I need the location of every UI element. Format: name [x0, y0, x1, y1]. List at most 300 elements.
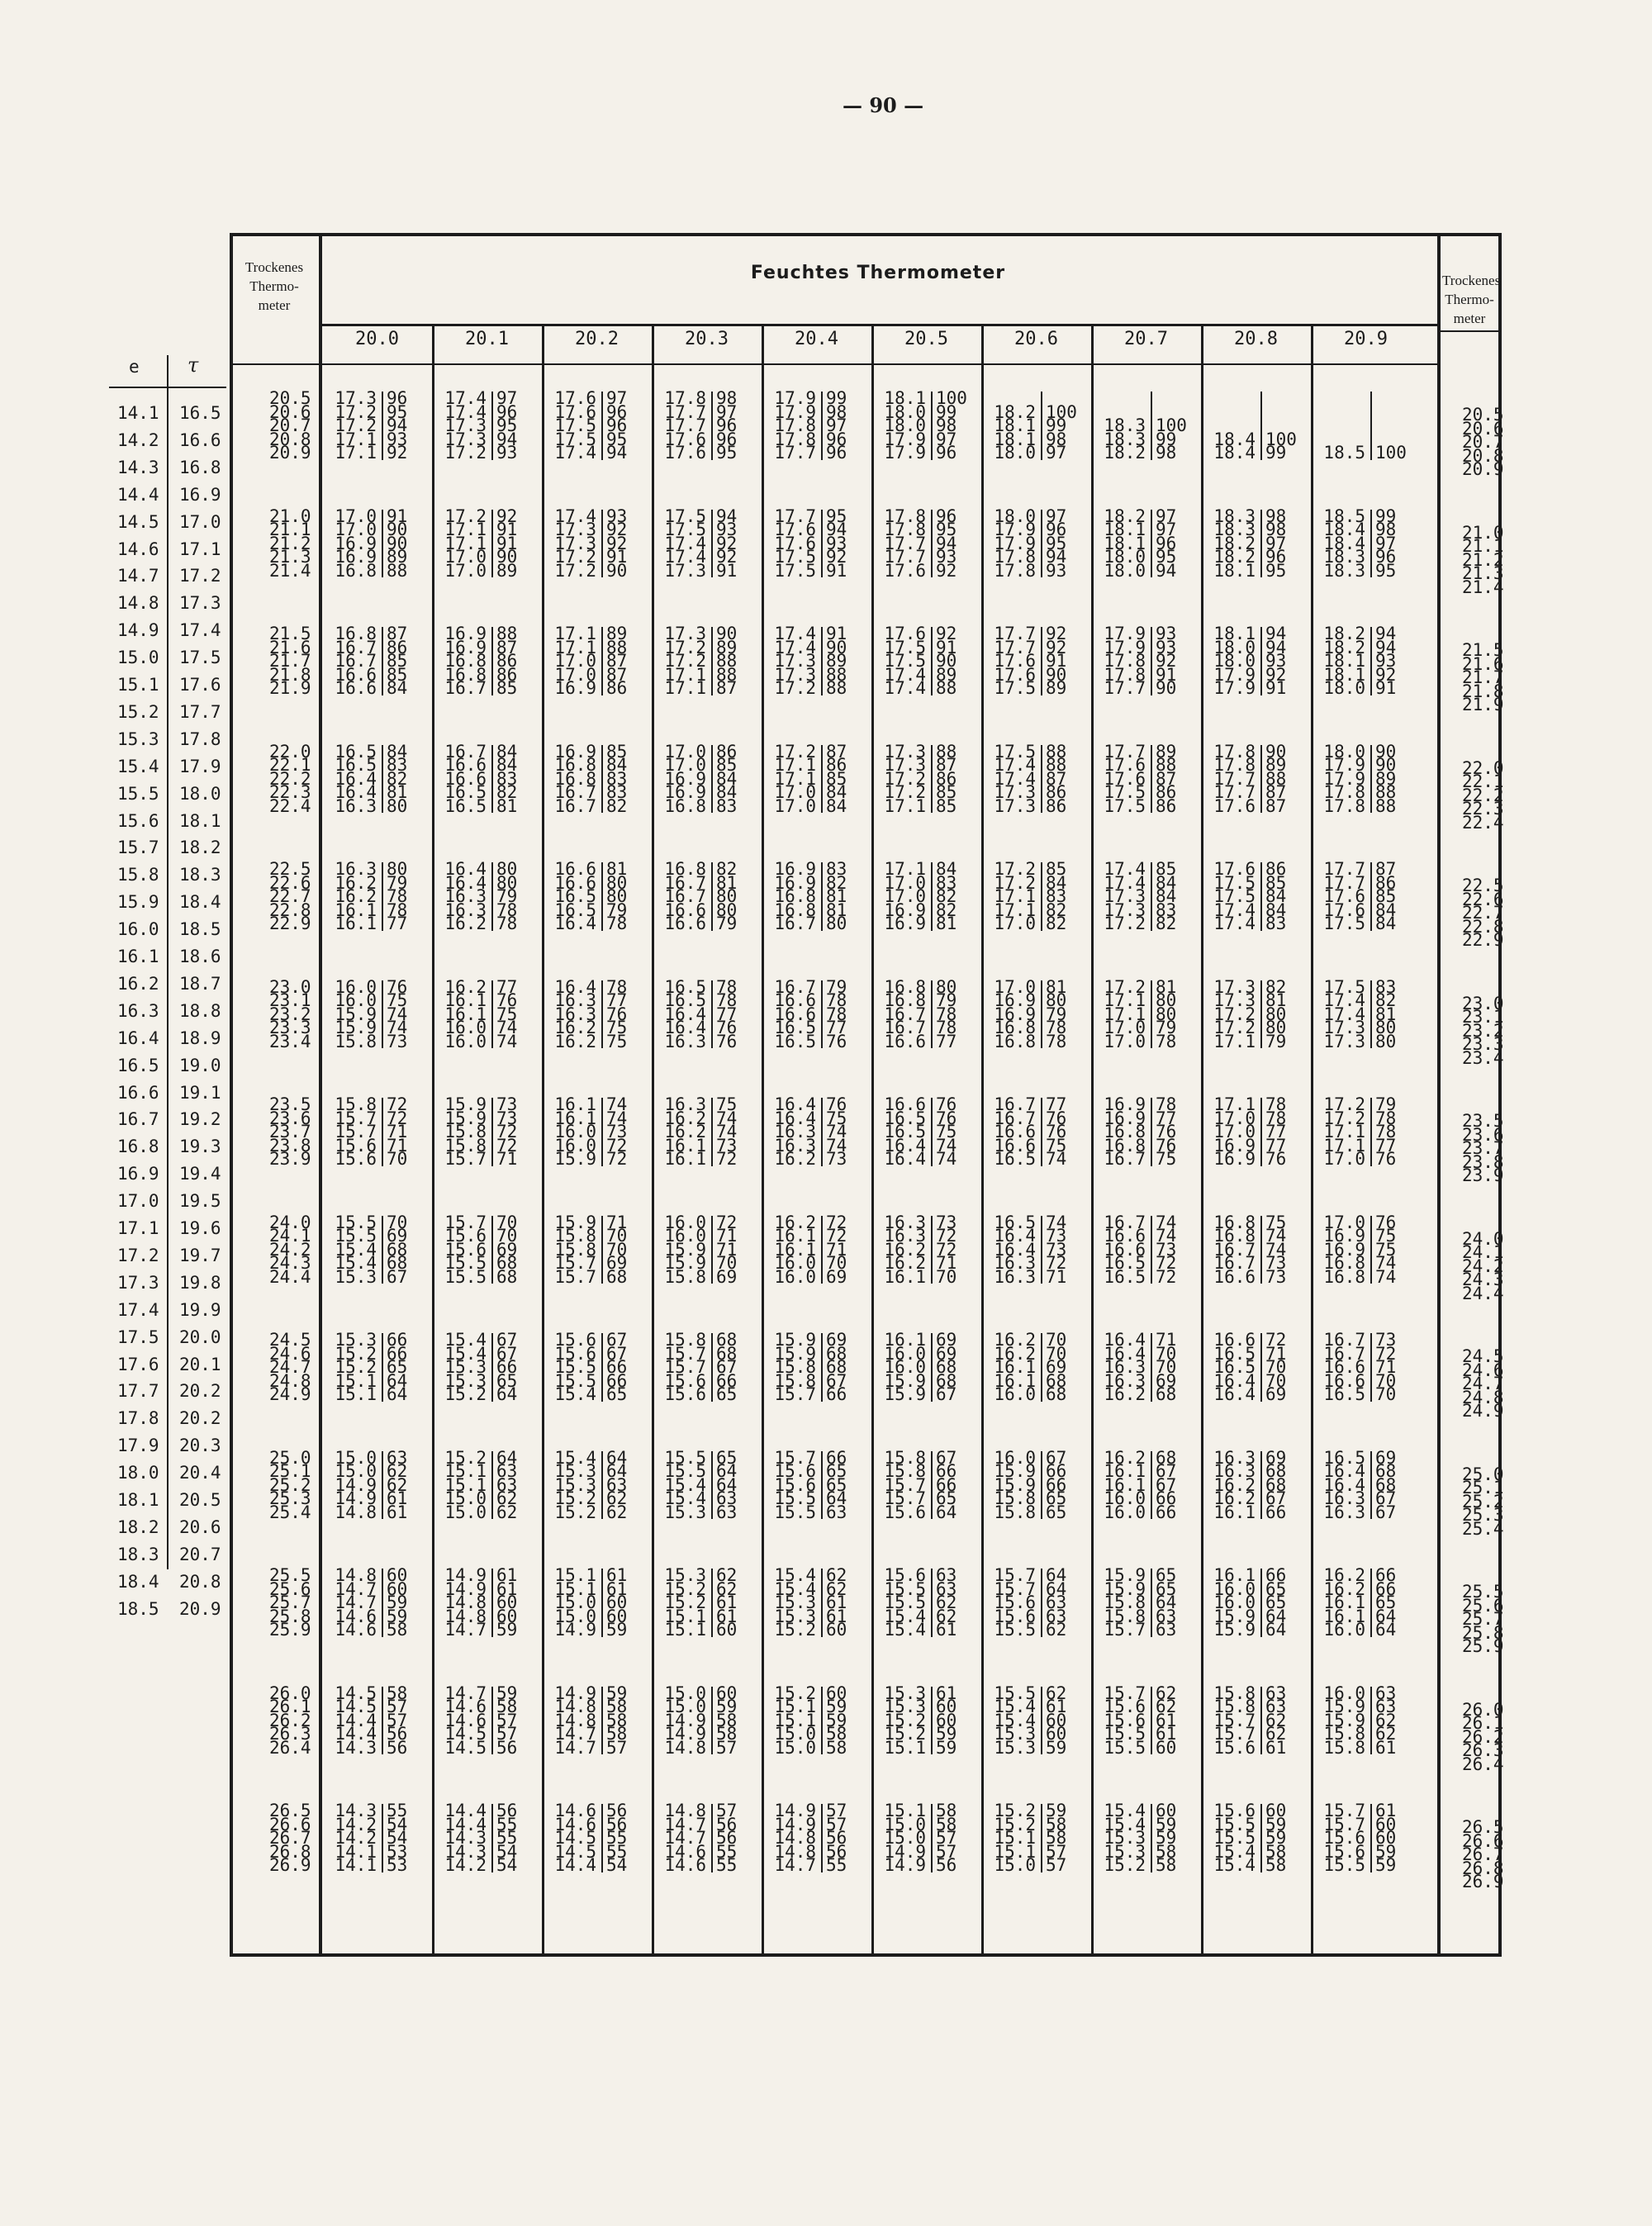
wet-col-divider — [652, 324, 654, 1957]
dew-point-values: 16.4 16.3 16.3 16.2 16.2 — [545, 980, 603, 1049]
dew-point-values: 18.2 18.2 18.1 18.1 18.0 — [1314, 627, 1372, 695]
wet-col-divider — [432, 324, 434, 1957]
relative-humidity-values: 92 91 91 90 89 — [496, 505, 518, 581]
relative-humidity-values: 63 63 62 62 61 — [1375, 1683, 1397, 1758]
relative-humidity-values: 84 84 83 82 81 — [496, 741, 518, 816]
wet-column-header: 20.7 — [1124, 329, 1168, 349]
dew-point-values: 17.7 17.6 17.6 17.5 17.5 — [765, 510, 823, 578]
dew-point-values: 16.6 16.6 16.5 16.5 16.4 — [545, 862, 603, 931]
dew-point-values: 15.9 15.9 15.8 15.8 15.7 — [1094, 1569, 1152, 1637]
dew-point-values: 15.5 15.5 15.4 15.4 15.3 — [325, 1216, 383, 1284]
dew-point-values: 14.9 14.9 14.8 14.8 14.7 — [765, 1804, 823, 1872]
relative-humidity-values: 72 72 71 71 70 — [387, 1094, 408, 1169]
dew-point-values: 16.3 16.2 16.2 16.1 16.1 — [325, 862, 383, 931]
side-tau-value: 18.3 — [179, 865, 221, 885]
wet-column-header: 20.3 — [685, 329, 729, 349]
dry-temp-left: 21.0 21.1 21.2 21.3 21.4 — [269, 505, 311, 581]
relative-humidity-values: 58 57 57 56 56 — [387, 1683, 408, 1758]
dew-point-values: 18.4 18.4 — [1204, 392, 1262, 460]
relative-humidity-values: 78 78 77 76 76 — [716, 976, 738, 1051]
side-tau-value: 18.2 — [179, 838, 221, 858]
side-e-value: 16.8 — [117, 1137, 159, 1157]
relative-humidity-values: 76 76 75 74 74 — [936, 1094, 957, 1169]
side-e-value: 15.3 — [117, 729, 159, 749]
wet-column-header: 20.4 — [795, 329, 838, 349]
dew-point-values: 15.5 15.5 15.4 15.4 15.3 — [655, 1451, 713, 1520]
side-tau-value: 18.4 — [179, 892, 221, 913]
side-tau-value: 20.0 — [179, 1327, 221, 1347]
relative-humidity-values: 77 76 75 74 74 — [496, 976, 518, 1051]
side-tau-value: 17.4 — [179, 620, 221, 641]
dew-point-values: 17.1 17.1 17.0 17.0 16.9 — [545, 627, 603, 695]
wet-column-header: 20.0 — [355, 329, 399, 349]
relative-humidity-values: 85 84 84 83 82 — [1156, 859, 1177, 933]
dew-point-values: 17.4 17.4 17.3 17.3 17.2 — [435, 392, 493, 460]
dew-point-values: 15.8 15.7 15.7 15.6 15.6 — [655, 1333, 713, 1402]
relative-humidity-values: 75 74 74 73 73 — [1265, 1212, 1287, 1287]
relative-humidity-values: 93 93 92 91 90 — [1156, 624, 1177, 698]
side-tau-value: 18.1 — [179, 810, 221, 831]
dew-point-values: 17.0 17.0 16.9 16.9 16.8 — [655, 745, 713, 814]
relative-humidity-values: 94 93 92 92 91 — [716, 505, 738, 581]
dew-point-values: 18.2 18.1 18.1 18.0 18.0 — [1094, 510, 1152, 578]
dew-point-values: 16.0 16.0 15.9 15.9 15.8 — [655, 1216, 713, 1284]
relative-humidity-values: 76 75 74 74 73 — [826, 1094, 847, 1169]
dew-point-values: 15.9 15.9 15.8 15.8 15.7 — [765, 1333, 823, 1402]
dew-point-values: 18.0 17.9 17.9 17.8 17.8 — [985, 510, 1042, 578]
wet-col-divider — [542, 324, 544, 1957]
relative-humidity-values: 96 95 94 93 92 — [936, 505, 957, 581]
side-col-e-header: e — [129, 357, 140, 377]
relative-humidity-values: 65 64 64 63 63 — [716, 1447, 738, 1522]
relative-humidity-values: 93 92 92 91 90 — [606, 505, 628, 581]
dew-point-values: 15.7 15.7 15.6 15.6 15.5 — [985, 1569, 1042, 1637]
relative-humidity-values: 86 85 84 84 83 — [1265, 859, 1287, 933]
side-e-value: 17.3 — [117, 1272, 159, 1293]
dew-point-values: 15.7 15.7 15.6 15.6 15.5 — [1314, 1804, 1372, 1872]
side-tau-value: 18.9 — [179, 1028, 221, 1048]
side-e-value: 17.4 — [117, 1299, 159, 1320]
dew-point-values: 16.9 16.9 16.8 16.8 16.7 — [435, 627, 493, 695]
relative-humidity-values: 97 96 96 95 94 — [606, 388, 628, 463]
relative-humidity-values: 62 62 61 61 60 — [1156, 1683, 1177, 1758]
dew-point-values: 17.2 17.1 17.1 17.0 17.0 — [435, 510, 493, 578]
side-e-value: 17.1 — [117, 1218, 159, 1238]
relative-humidity-values: 74 74 73 72 72 — [1156, 1212, 1177, 1287]
side-tau-value: 18.5 — [179, 919, 221, 940]
dew-point-values: 17.0 16.9 16.9 16.8 16.8 — [1314, 1216, 1372, 1284]
right-col-divider — [1437, 233, 1441, 1957]
relative-humidity-values: 74 74 73 72 72 — [606, 1094, 628, 1169]
dew-point-values: 16.8 16.7 16.7 16.6 16.6 — [655, 862, 713, 931]
side-e-value: 15.4 — [117, 756, 159, 776]
right-header-rule — [1437, 330, 1502, 332]
dew-point-values: 15.6 15.5 15.5 15.4 15.4 — [875, 1569, 933, 1637]
dry-temp-right: 25.5 25.6 25.7 25.8 25.9 — [1462, 1582, 1504, 1656]
dew-point-values: 16.2 16.1 16.1 16.0 16.0 — [435, 980, 493, 1049]
relative-humidity-values: 86 85 84 84 83 — [716, 741, 738, 816]
relative-humidity-values: 82 81 80 80 79 — [1265, 976, 1287, 1051]
side-tau-value: 19.0 — [179, 1055, 221, 1075]
relative-humidity-values: 100 99 98 97 — [1046, 401, 1077, 463]
relative-humidity-values: 70 69 68 68 67 — [387, 1212, 408, 1287]
dew-point-values: 17.8 17.8 17.7 17.7 17.6 — [1204, 745, 1262, 814]
relative-humidity-values: 67 66 66 65 64 — [936, 1447, 957, 1522]
relative-humidity-values: 60 59 59 58 58 — [1156, 1801, 1177, 1875]
relative-humidity-values: 61 61 60 60 59 — [496, 1565, 518, 1640]
side-tau-value: 17.5 — [179, 648, 221, 668]
relative-humidity-values: 100 99 98 — [1156, 415, 1187, 463]
relative-humidity-values: 66 65 65 64 63 — [826, 1447, 847, 1522]
dry-thermometer-label-right: Trockenes Thermo- meter — [1442, 273, 1501, 326]
dew-point-values: 17.1 17.0 17.0 16.9 16.9 — [1204, 1098, 1262, 1166]
relative-humidity-values: 87 86 85 84 84 — [1375, 859, 1397, 933]
dew-point-values: 14.8 14.7 14.7 14.6 14.6 — [655, 1804, 713, 1872]
relative-humidity-values: 63 62 62 61 61 — [387, 1447, 408, 1522]
dry-temp-left: 20.5 20.6 20.7 20.8 20.9 — [269, 388, 311, 463]
wet-column-header: 20.9 — [1344, 329, 1388, 349]
dew-point-values: 16.5 16.4 16.4 16.3 16.3 — [1314, 1451, 1372, 1520]
side-e-value: 15.6 — [117, 810, 159, 831]
relative-humidity-values: 90 89 88 88 87 — [716, 624, 738, 698]
dew-point-values: 17.6 17.5 17.5 17.4 17.4 — [875, 627, 933, 695]
side-tau-value: 20.3 — [179, 1436, 221, 1456]
relative-humidity-values: 64 64 63 63 62 — [1046, 1565, 1067, 1640]
relative-humidity-values: 60 59 59 58 58 — [1265, 1801, 1287, 1875]
side-e-value: 14.7 — [117, 566, 159, 586]
side-tau-value: 18.0 — [179, 783, 221, 804]
side-e-value: 17.2 — [117, 1245, 159, 1265]
side-tau-value: 17.8 — [179, 729, 221, 749]
side-tau-value: 19.4 — [179, 1164, 221, 1184]
relative-humidity-values: 76 75 75 74 74 — [1375, 1212, 1397, 1287]
dry-temp-right: 21.0 21.1 21.2 21.3 21.4 — [1462, 522, 1504, 597]
side-e-value: 18.5 — [117, 1598, 159, 1619]
side-tau-value: 18.8 — [179, 1000, 221, 1021]
side-e-value: 18.4 — [117, 1571, 159, 1592]
side-tau-value: 19.3 — [179, 1137, 221, 1157]
dew-point-values: 17.1 17.0 17.0 16.9 16.9 — [875, 862, 933, 931]
side-tau-value: 18.7 — [179, 973, 221, 994]
relative-humidity-values: 88 87 86 86 85 — [496, 624, 518, 698]
side-e-value: 15.8 — [117, 865, 159, 885]
relative-humidity-values: 72 71 70 70 69 — [1265, 1330, 1287, 1404]
relative-humidity-values: 56 55 55 54 54 — [496, 1801, 518, 1875]
relative-humidity-values: 62 62 61 61 60 — [826, 1565, 847, 1640]
relative-humidity-values: 77 76 76 75 74 — [1046, 1094, 1067, 1169]
side-tau-value: 19.2 — [179, 1109, 221, 1130]
dew-point-values: 15.0 15.0 14.9 14.9 14.8 — [655, 1687, 713, 1755]
side-tau-value: 20.6 — [179, 1516, 221, 1537]
dew-point-values: 15.5 15.4 15.4 15.3 15.3 — [985, 1687, 1042, 1755]
relative-humidity-values: 66 65 65 64 64 — [1265, 1565, 1287, 1640]
side-e-value: 14.6 — [117, 539, 159, 559]
dry-temp-left: 26.0 26.1 26.2 26.3 26.4 — [269, 1683, 311, 1758]
relative-humidity-values: 60 60 59 59 58 — [387, 1565, 408, 1640]
side-e-value: 16.4 — [117, 1028, 159, 1048]
relative-humidity-values: 78 78 77 77 76 — [1265, 1094, 1287, 1169]
relative-humidity-values: 87 86 85 85 84 — [387, 624, 408, 698]
wet-column-header: 20.6 — [1014, 329, 1058, 349]
relative-humidity-values: 81 80 80 79 78 — [1156, 976, 1177, 1051]
side-e-value: 14.1 — [117, 403, 159, 423]
side-e-value: 16.9 — [117, 1164, 159, 1184]
relative-humidity-values: 98 98 97 96 95 — [1265, 505, 1287, 581]
side-tau-value: 20.2 — [179, 1381, 221, 1402]
relative-humidity-values: 80 79 78 78 77 — [936, 976, 957, 1051]
relative-humidity-values: 79 78 78 77 76 — [826, 976, 847, 1051]
dew-point-values: 18.0 17.9 17.9 17.8 17.8 — [1314, 745, 1372, 814]
side-tau-value: 20.8 — [179, 1571, 221, 1592]
side-e-value: 14.4 — [117, 484, 159, 505]
side-tau-value: 19.7 — [179, 1245, 221, 1265]
relative-humidity-values: 68 68 67 66 65 — [716, 1330, 738, 1404]
relative-humidity-values: 65 65 64 63 63 — [1156, 1565, 1177, 1640]
dew-point-values: 15.8 15.8 15.7 15.7 15.6 — [875, 1451, 933, 1520]
relative-humidity-values: 69 69 68 68 67 — [936, 1330, 957, 1404]
side-tau-value: 20.4 — [179, 1463, 221, 1483]
relative-humidity-values: 64 63 63 62 62 — [496, 1447, 518, 1522]
wet-column-header: 20.8 — [1234, 329, 1278, 349]
side-tau-value: 16.6 — [179, 430, 221, 450]
side-e-value: 15.0 — [117, 648, 159, 668]
dew-point-values: 15.7 15.6 15.6 15.5 15.5 — [435, 1216, 493, 1284]
dew-point-values: 16.4 16.4 16.3 16.3 16.2 — [1094, 1333, 1152, 1402]
dew-point-values: 16.3 16.3 16.2 16.2 16.1 — [1204, 1451, 1262, 1520]
dew-point-values: 17.8 17.8 17.7 17.7 17.6 — [875, 510, 933, 578]
relative-humidity-values: 97 96 95 94 93 — [1046, 505, 1067, 581]
dew-point-values: 17.2 17.2 17.1 17.1 17.0 — [1314, 1098, 1372, 1166]
side-tau-value: 20.5 — [179, 1490, 221, 1510]
dew-point-values: 15.4 15.4 15.3 15.3 15.2 — [1094, 1804, 1152, 1872]
relative-humidity-values: 73 72 71 70 70 — [1375, 1330, 1397, 1404]
dew-point-values: 16.4 16.4 16.3 16.3 16.2 — [435, 862, 493, 931]
dew-point-values: 18.5 18.4 18.4 18.3 18.3 — [1314, 510, 1372, 578]
relative-humidity-values: 100 99 — [1265, 429, 1297, 463]
side-tau-value: 17.2 — [179, 566, 221, 586]
side-tau-value: 19.9 — [179, 1299, 221, 1320]
relative-humidity-values: 75 74 74 73 72 — [716, 1094, 738, 1169]
side-e-value: 16.7 — [117, 1109, 159, 1130]
dew-point-values: 17.7 17.7 17.6 17.6 17.5 — [985, 627, 1042, 695]
relative-humidity-values: 55 54 54 53 53 — [387, 1801, 408, 1875]
dew-point-values: 16.7 16.6 16.6 16.5 16.5 — [765, 980, 823, 1049]
relative-humidity-values: 90 89 88 87 87 — [1265, 741, 1287, 816]
relative-humidity-values: 78 77 76 75 75 — [606, 976, 628, 1051]
dew-point-values: 17.0 16.9 16.9 16.8 16.8 — [985, 980, 1042, 1049]
side-tau-value: 17.0 — [179, 511, 221, 532]
relative-humidity-values: 70 70 69 68 68 — [1046, 1330, 1067, 1404]
side-e-value: 17.7 — [117, 1381, 159, 1402]
dew-point-values: 16.0 15.9 15.9 15.8 15.8 — [985, 1451, 1042, 1520]
side-tau-value: 19.5 — [179, 1191, 221, 1212]
relative-humidity-values: 72 71 71 70 69 — [716, 1212, 738, 1287]
dry-temp-right: 21.5 21.6 21.7 21.8 21.9 — [1462, 640, 1504, 714]
relative-humidity-values: 100 — [1375, 443, 1407, 463]
relative-humidity-values: 83 82 81 81 80 — [826, 859, 847, 933]
dew-point-values: 15.8 15.8 15.7 15.7 15.6 — [1204, 1687, 1262, 1755]
relative-humidity-values: 84 83 82 82 81 — [936, 859, 957, 933]
dew-point-values: 15.6 15.6 15.5 15.5 15.4 — [545, 1333, 603, 1402]
wet-col-divider — [1201, 324, 1203, 1957]
dew-point-values: 16.3 16.3 16.2 16.2 16.1 — [875, 1216, 933, 1284]
side-tau-value: 16.9 — [179, 484, 221, 505]
dew-point-values: 16.5 16.5 16.4 16.4 16.3 — [325, 745, 383, 814]
dew-point-values: 17.7 17.6 17.6 17.5 17.5 — [1094, 745, 1152, 814]
page-number: — 90 — — [843, 93, 924, 117]
dew-point-values: 17.2 17.1 17.1 17.0 17.0 — [1094, 980, 1152, 1049]
relative-humidity-values: 89 88 87 86 86 — [1156, 741, 1177, 816]
dew-point-values: 17.2 17.1 17.1 17.0 17.0 — [765, 745, 823, 814]
dew-point-values: 14.7 14.6 14.6 14.5 14.5 — [435, 1687, 493, 1755]
relative-humidity-values: 84 83 82 81 80 — [387, 741, 408, 816]
side-e-value: 16.5 — [117, 1055, 159, 1075]
dew-point-values: 16.9 16.8 16.8 16.7 16.7 — [545, 745, 603, 814]
relative-humidity-values: 61 61 60 60 59 — [606, 1565, 628, 1640]
relative-humidity-values: 71 70 70 69 68 — [606, 1212, 628, 1287]
dew-point-values: 14.6 14.6 14.5 14.5 14.4 — [545, 1804, 603, 1872]
relative-humidity-values: 56 56 55 55 54 — [606, 1801, 628, 1875]
side-e-value: 15.7 — [117, 838, 159, 858]
dew-point-values: 17.5 17.4 17.4 17.3 17.3 — [1314, 980, 1372, 1049]
side-tau-value: 16.8 — [179, 457, 221, 477]
dew-point-values: 16.6 16.5 16.5 16.4 16.4 — [875, 1098, 933, 1166]
dry-temp-right: 20.5 20.6 20.7 20.8 20.9 — [1462, 405, 1504, 479]
relative-humidity-values: 97 96 95 94 93 — [496, 388, 518, 463]
side-tau-value: 19.6 — [179, 1218, 221, 1238]
relative-humidity-values: 67 67 66 66 65 — [606, 1330, 628, 1404]
wet-thermometer-title: Feuchtes Thermometer — [750, 263, 1006, 283]
side-tau-value: 17.3 — [179, 593, 221, 614]
dew-point-values: 15.1 15.0 15.0 14.9 14.9 — [875, 1804, 933, 1872]
side-col-tau-header: τ — [188, 354, 199, 377]
dew-point-values: 14.9 14.9 14.8 14.8 14.7 — [435, 1569, 493, 1637]
dew-point-values: 16.1 16.0 16.0 15.9 15.9 — [1204, 1569, 1262, 1637]
relative-humidity-values: 68 67 67 66 66 — [1156, 1447, 1177, 1522]
relative-humidity-values: 73 72 72 71 70 — [936, 1212, 957, 1287]
relative-humidity-values: 99 98 97 96 96 — [826, 388, 847, 463]
side-e-value: 18.1 — [117, 1490, 159, 1510]
dew-point-values: 16.9 16.9 16.8 16.8 16.7 — [1094, 1098, 1152, 1166]
side-e-value: 16.3 — [117, 1000, 159, 1021]
dew-point-values: 17.6 17.6 17.5 17.5 17.4 — [545, 392, 603, 460]
dew-point-values: 15.2 15.2 15.1 15.1 15.0 — [985, 1804, 1042, 1872]
relative-humidity-values: 96 95 94 93 92 — [387, 388, 408, 463]
wet-column-header: 20.5 — [904, 329, 948, 349]
dry-temp-left: 22.0 22.1 22.2 22.3 22.4 — [269, 741, 311, 816]
dew-point-values: 16.6 16.5 16.5 16.4 16.4 — [1204, 1333, 1262, 1402]
relative-humidity-values: 92 91 90 89 88 — [936, 624, 957, 698]
dew-point-values: 17.6 17.5 17.5 17.4 17.4 — [1204, 862, 1262, 931]
dry-temp-left: 26.5 26.6 26.7 26.8 26.9 — [269, 1801, 311, 1875]
dew-point-values: 16.2 16.1 16.1 16.0 16.0 — [1094, 1451, 1152, 1520]
dew-point-values: 15.2 15.1 15.1 15.0 15.0 — [765, 1687, 823, 1755]
relative-humidity-values: 91 90 90 89 88 — [387, 505, 408, 581]
dew-point-values: 15.7 15.6 15.6 15.5 15.5 — [765, 1451, 823, 1520]
side-e-value: 14.3 — [117, 457, 159, 477]
dew-point-values: 15.4 15.3 15.3 15.2 15.2 — [545, 1451, 603, 1520]
wet-column-header: 20.2 — [575, 329, 619, 349]
dew-point-values: 15.6 15.5 15.5 15.4 15.4 — [1204, 1804, 1262, 1872]
dew-point-values: 16.7 16.6 16.6 16.5 16.5 — [435, 745, 493, 814]
dew-point-values: 18.2 18.1 18.1 18.0 — [985, 392, 1042, 460]
dew-point-values: 17.4 17.4 17.3 17.3 17.2 — [1094, 862, 1152, 931]
relative-humidity-values: 73 73 72 72 71 — [496, 1094, 518, 1169]
relative-humidity-values: 58 58 57 57 56 — [936, 1801, 957, 1875]
dew-point-values: 17.3 17.2 17.2 17.1 17.1 — [655, 627, 713, 695]
dew-point-values: 16.8 16.8 16.7 16.7 16.6 — [1204, 1216, 1262, 1284]
dew-point-values: 16.8 16.8 16.7 16.7 16.6 — [875, 980, 933, 1049]
dew-point-values: 17.3 17.3 17.2 17.2 17.1 — [875, 745, 933, 814]
dew-point-values: 14.5 14.5 14.4 14.4 14.3 — [325, 1687, 383, 1755]
relative-humidity-values: 94 94 93 92 91 — [1265, 624, 1287, 698]
dew-point-values: 15.3 15.3 15.2 15.2 15.1 — [875, 1687, 933, 1755]
dry-temp-left: 23.0 23.1 23.2 23.3 23.4 — [269, 976, 311, 1051]
side-tau-value: 17.7 — [179, 701, 221, 722]
wet-column-header: 20.1 — [465, 329, 509, 349]
dew-point-values: 15.1 15.1 15.0 15.0 14.9 — [545, 1569, 603, 1637]
relative-humidity-values: 69 68 68 67 66 — [826, 1330, 847, 1404]
dry-temp-right: 22.5 22.6 22.7 22.8 22.9 — [1462, 876, 1504, 950]
relative-humidity-values: 62 61 60 60 59 — [1046, 1683, 1067, 1758]
dew-point-values: 15.3 15.2 15.2 15.1 15.1 — [655, 1569, 713, 1637]
dew-point-values: 14.4 14.4 14.3 14.3 14.2 — [435, 1804, 493, 1872]
dew-point-values: 15.9 15.8 15.8 15.7 15.7 — [545, 1216, 603, 1284]
dew-point-values: 16.5 16.4 16.4 16.3 16.3 — [985, 1216, 1042, 1284]
relative-humidity-values: 88 88 87 86 86 — [1046, 741, 1067, 816]
dew-point-values: 18.1 18.0 18.0 17.9 17.9 — [875, 392, 933, 460]
dew-point-values: 16.3 16.2 16.2 16.1 16.1 — [655, 1098, 713, 1166]
dry-temp-left: 21.5 21.6 21.7 21.8 21.9 — [269, 624, 311, 698]
side-tau-value: 18.6 — [179, 947, 221, 966]
relative-humidity-values: 99 98 97 96 95 — [1375, 505, 1397, 581]
dry-temp-right: 24.5 24.6 24.7 24.8 24.9 — [1462, 1346, 1504, 1421]
side-e-value: 15.9 — [117, 892, 159, 913]
dew-point-values: 15.4 15.4 15.3 15.3 15.2 — [765, 1569, 823, 1637]
side-e-value: 14.8 — [117, 593, 159, 614]
dew-point-values: 17.3 17.2 17.2 17.1 17.1 — [325, 392, 383, 460]
relative-humidity-values: 60 59 59 58 58 — [826, 1683, 847, 1758]
dry-temp-left: 25.0 25.1 25.2 25.3 25.4 — [269, 1447, 311, 1522]
side-tau-value: 19.1 — [179, 1082, 221, 1103]
side-divider — [167, 355, 169, 1569]
relative-humidity-values: 83 82 81 80 80 — [1375, 976, 1397, 1051]
dew-point-values: 15.0 15.0 14.9 14.9 14.8 — [325, 1451, 383, 1520]
side-e-value: 17.5 — [117, 1327, 159, 1347]
dew-point-values: 16.2 16.2 16.1 16.1 16.0 — [1314, 1569, 1372, 1637]
relative-humidity-values: 59 58 58 57 57 — [1046, 1801, 1067, 1875]
relative-humidity-values: 81 80 79 78 78 — [1046, 976, 1067, 1051]
dry-temp-right: 24.0 24.1 24.2 24.3 24.4 — [1462, 1228, 1504, 1303]
dew-point-values: 18.3 18.3 18.2 18.2 18.1 — [1204, 510, 1262, 578]
relative-humidity-values: 91 90 89 88 88 — [826, 624, 847, 698]
relative-humidity-values: 63 63 62 62 61 — [1265, 1683, 1287, 1758]
side-tau-value: 20.9 — [179, 1598, 221, 1619]
dew-point-values: 16.1 16.0 16.0 15.9 15.9 — [875, 1333, 933, 1402]
relative-humidity-values: 90 90 89 88 88 — [1375, 741, 1397, 816]
dry-temp-left: 25.5 25.6 25.7 25.8 25.9 — [269, 1565, 311, 1640]
relative-humidity-values: 74 73 73 72 71 — [1046, 1212, 1067, 1287]
relative-humidity-values: 64 64 63 62 62 — [606, 1447, 628, 1522]
side-tau-value: 17.6 — [179, 675, 221, 695]
dew-point-values: 16.8 16.7 16.7 16.6 16.6 — [325, 627, 383, 695]
dry-temp-right: 26.0 26.1 26.2 26.3 26.4 — [1462, 1699, 1504, 1774]
side-e-value: 14.5 — [117, 511, 159, 532]
relative-humidity-values: 98 97 96 96 95 — [716, 388, 738, 463]
relative-humidity-values: 95 94 93 92 91 — [826, 505, 847, 581]
relative-humidity-values: 66 66 65 64 64 — [387, 1330, 408, 1404]
dew-point-values: 17.0 17.0 16.9 16.9 16.8 — [325, 510, 383, 578]
